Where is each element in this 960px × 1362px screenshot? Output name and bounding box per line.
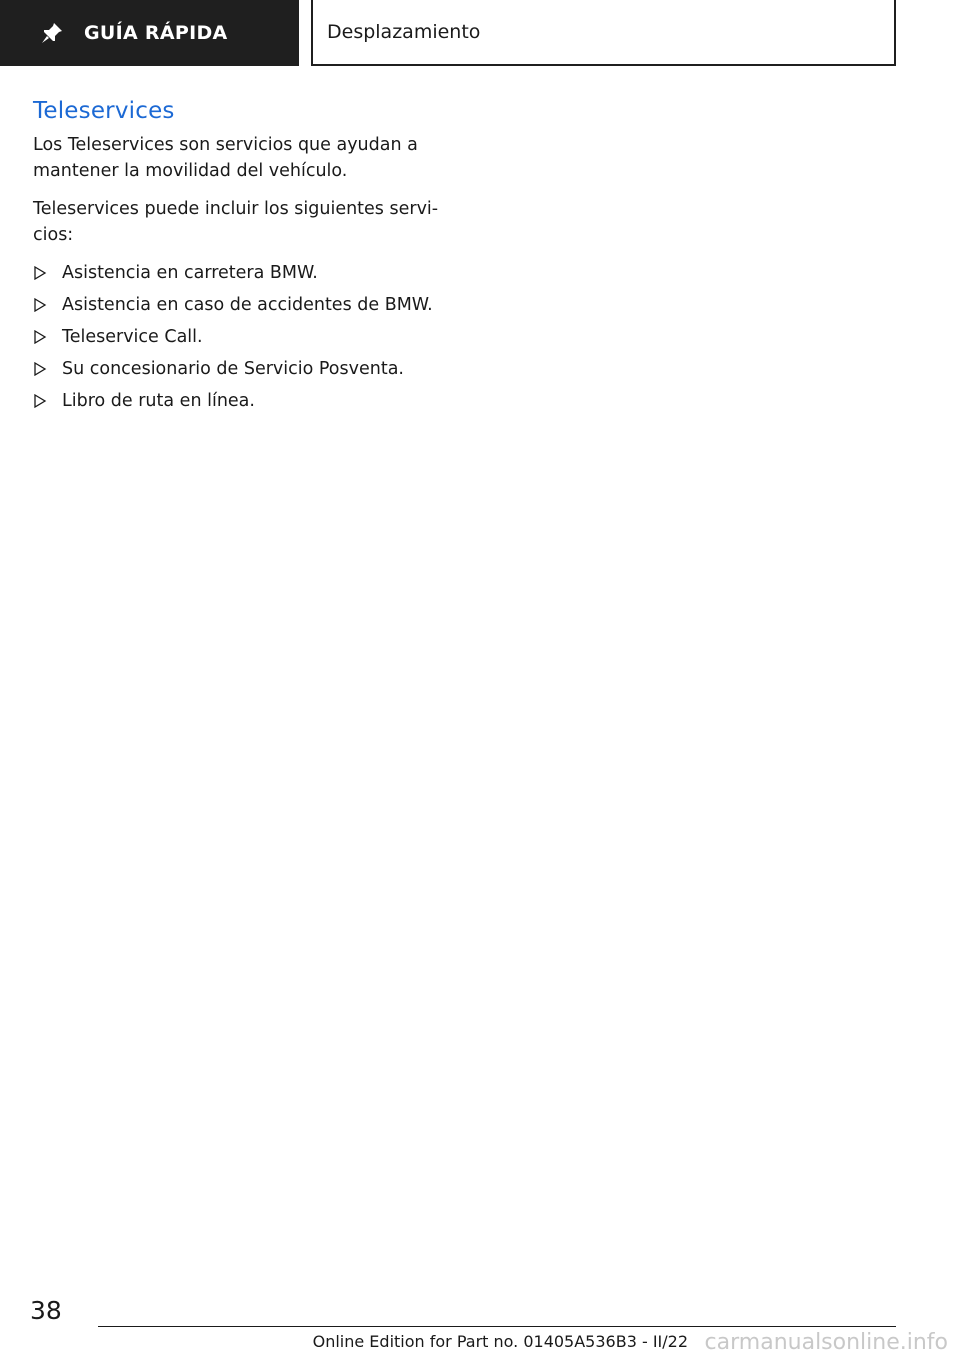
list-item	[33, 324, 453, 350]
list-item-text: Su concesionario de Servicio Posventa.	[62, 359, 404, 379]
triangle-right-outline-icon	[33, 362, 47, 376]
triangle-right-outline-icon	[33, 330, 47, 344]
services-intro-paragraph: Teleservices puede incluir los siguientes servi‐ cios:	[33, 199, 439, 245]
triangle-right-outline-icon	[33, 298, 47, 312]
list-item	[33, 388, 453, 414]
section-tab	[0, 0, 299, 66]
list-item-text: Teleservice Call.	[62, 327, 203, 347]
triangle-right-outline-icon	[33, 266, 47, 280]
pushpin-icon	[40, 21, 64, 45]
list-item-text: Asistencia en caso de accidentes de BMW.	[62, 295, 433, 315]
chapter-title: Desplazamiento	[327, 21, 481, 43]
list-item	[33, 260, 453, 286]
edition-text: Online Edition for Part no. 01405A536B3 - II/22	[312, 1332, 688, 1351]
chapter-header	[311, 0, 896, 66]
page-number: 38	[30, 1296, 62, 1325]
list-item	[33, 292, 453, 318]
list-item	[33, 356, 453, 382]
list-item-text: Asistencia en carretera BMW.	[62, 263, 318, 283]
services-list	[33, 260, 453, 414]
list-item-text: Libro de ruta en línea.	[62, 391, 255, 411]
intro-paragraph: Los Teleservices son servicios que ayudan a mantener la movilidad del vehículo.	[33, 135, 418, 181]
watermark: carmanualsonline.info	[704, 1330, 948, 1355]
page-heading: Teleservices	[33, 98, 175, 124]
main-content	[33, 98, 453, 420]
triangle-right-outline-icon	[33, 394, 47, 408]
section-title: GUÍA RÁPIDA	[84, 22, 228, 44]
footer-divider	[98, 1326, 896, 1327]
